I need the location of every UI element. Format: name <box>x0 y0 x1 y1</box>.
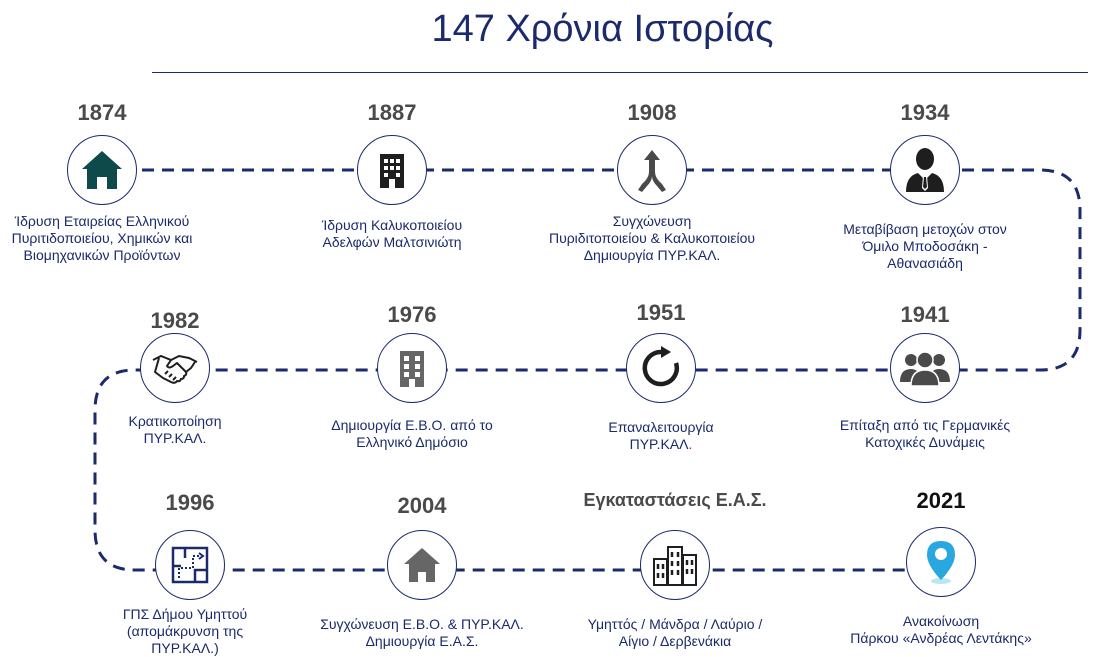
office-building-icon <box>392 347 432 389</box>
milestone-icon-circle <box>67 135 137 205</box>
milestone-icon-circle <box>387 530 457 600</box>
building-icon <box>372 150 412 190</box>
floorplan-icon <box>169 544 211 586</box>
milestone-year: 1982 <box>150 308 200 333</box>
milestone-year: 1941 <box>900 302 950 327</box>
red-dot: . <box>688 436 693 452</box>
house-grey-icon <box>400 543 444 587</box>
milestone-year: 1996 <box>165 490 215 515</box>
milestone-icon-circle <box>140 333 210 403</box>
city-buildings-icon <box>651 543 699 587</box>
milestone-description: Συγχώνευση Πυριδιτοποιείου & Καλυκοποιείου Δημιουργία ΠΥΡ.ΚΑΛ. <box>548 213 756 263</box>
milestone-icon-circle <box>890 333 960 403</box>
milestone-description: Υμηττός / Μάνδρα / Λαύριο / Αίγιο / Δερβενάκια <box>587 616 763 649</box>
milestone-description: Επίταξη από τις Γερμανικές Κατοχικές Δυνάμεις <box>839 417 1011 450</box>
milestone-year: 1887 <box>367 100 417 125</box>
house-icon <box>79 147 125 193</box>
milestone-icon-circle <box>377 333 447 403</box>
milestone-description: Ίδρυση Καλυκοποιείου Αδελφών Μαλτσινιώτη <box>321 217 463 250</box>
location-pin-icon <box>923 539 959 585</box>
milestone-description: Μεταβίβαση μετοχών στον Όμιλο Μποδοσάκη - Αθανασιάδη <box>843 221 1007 271</box>
handshake-icon <box>151 348 199 388</box>
milestone-description: Συγχώνευση Ε.Β.Ο. & ΠΥΡ.ΚΑΛ. Δημιουργία Ε.Α.Σ. <box>320 616 524 649</box>
milestone-icon-circle <box>626 333 696 403</box>
milestone-icon-circle <box>890 135 960 205</box>
group-icon <box>899 348 951 388</box>
milestone-year: 1874 <box>77 100 127 125</box>
milestone-description: Ανακοίνωση Πάρκου «Ανδρέας Λεντάκης» <box>850 613 1032 646</box>
milestone-icon-circle <box>155 530 225 600</box>
milestone-icon-circle <box>357 135 427 205</box>
milestone-year: 2021 <box>916 488 966 513</box>
milestone-description: Επαναλειτουργία ΠΥΡ.ΚΑΛ. <box>608 419 714 452</box>
milestone-year: 2004 <box>397 493 447 518</box>
milestone-year: 1934 <box>900 100 950 125</box>
milestone-year: Εγκαταστάσεις Ε.Α.Σ. <box>583 490 767 510</box>
page-title: 147 Χρόνια Ιστορίας <box>431 8 774 50</box>
milestone-description: ΓΠΣ Δήμου Υμηττού (απομάκρυνση της ΠΥΡ.ΚΑΛ.) <box>122 606 248 656</box>
milestone-icon-circle <box>617 135 687 205</box>
milestone-icon-circle <box>906 527 976 597</box>
milestone-year: 1976 <box>387 302 437 327</box>
milestone-icon-circle <box>640 530 710 600</box>
businessman-icon <box>902 146 948 194</box>
milestone-description: Κρατικοποίηση ΠΥΡ.ΚΑΛ. <box>128 413 222 446</box>
milestone-year: 1951 <box>636 300 686 325</box>
merge-arrows-icon <box>630 146 674 194</box>
milestone-description: Δημιουργία Ε.Β.Ο. από το Ελληνικό Δημόσιο <box>331 417 493 450</box>
milestone-year: 1908 <box>627 100 677 125</box>
milestone-description: Ίδρυση Εταιρείας Ελληνικού Πυριτιδοποιείου, Χημικών και Βιομηχανικών Προϊόντων <box>11 213 193 263</box>
restart-line2-text: ΠΥΡ.ΚΑΛ <box>629 436 689 452</box>
restart-icon <box>639 346 683 390</box>
